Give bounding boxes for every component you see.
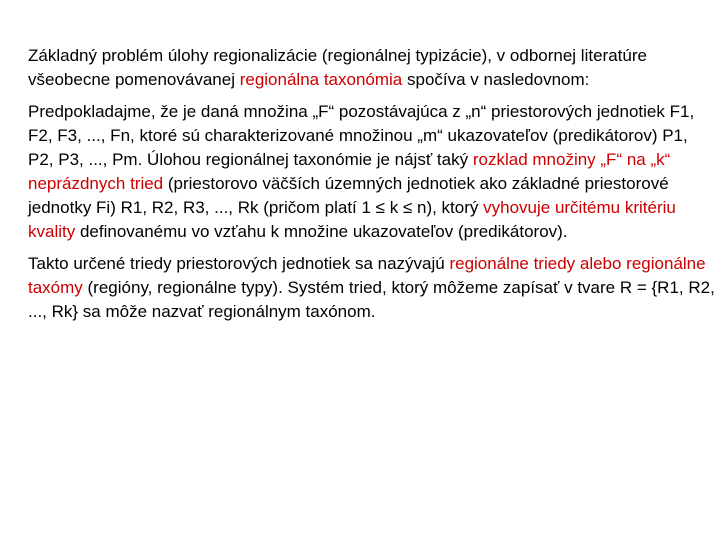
text-segment: definovanému vo vzťahu k množine ukazovateľov (predikátorov).: [75, 222, 568, 241]
text-segment: Základný problém úlohy regionalizácie (regionálnej typizácie), v odbornej literatúre všeobecne pomenovávanej: [28, 46, 647, 89]
slide-text-body: [28, 44, 716, 332]
paragraph-conclusion: [28, 252, 716, 324]
text-segment: (priestorovo väčších územných jednotiek ako základné priestorové jednotky Fi) R1, R2, R3, ..., Rk (pričom platí 1 ≤ k ≤ n), ktorý: [28, 174, 669, 217]
paragraph-definition: [28, 100, 716, 244]
highlighted-term: rozklad množiny „F“ na „k“ neprázdnych tried: [28, 150, 671, 193]
text-segment: Predpokladajme, že je daná množina „F“ pozostávajúca z „n“ priestorových jednotiek F1, F2, F3, ..., Fn, ktoré sú charakterizované množinou „m“ ukazovateľov (predikátorov) P1, P2, P3, ..., Pm. Úlohou regionálnej taxonómie je nájsť taký: [28, 102, 695, 169]
paragraph-intro: [28, 44, 716, 92]
text-segment: Takto určené triedy priestorových jednotiek sa nazývajú: [28, 254, 450, 273]
highlighted-term: regionálne triedy alebo regionálne taxómy: [28, 254, 706, 297]
text-segment: spočíva v nasledovnom:: [402, 70, 590, 89]
highlighted-term: regionálna taxonómia: [239, 70, 403, 89]
text-segment: (regióny, regionálne typy). Systém tried, ktorý môžeme zapísať v tvare R = {R1, R2, ..., Rk} sa môže nazvať regionálnym taxónom.: [28, 278, 715, 321]
highlighted-term: vyhovuje určitému kritériu kvality: [28, 198, 676, 241]
